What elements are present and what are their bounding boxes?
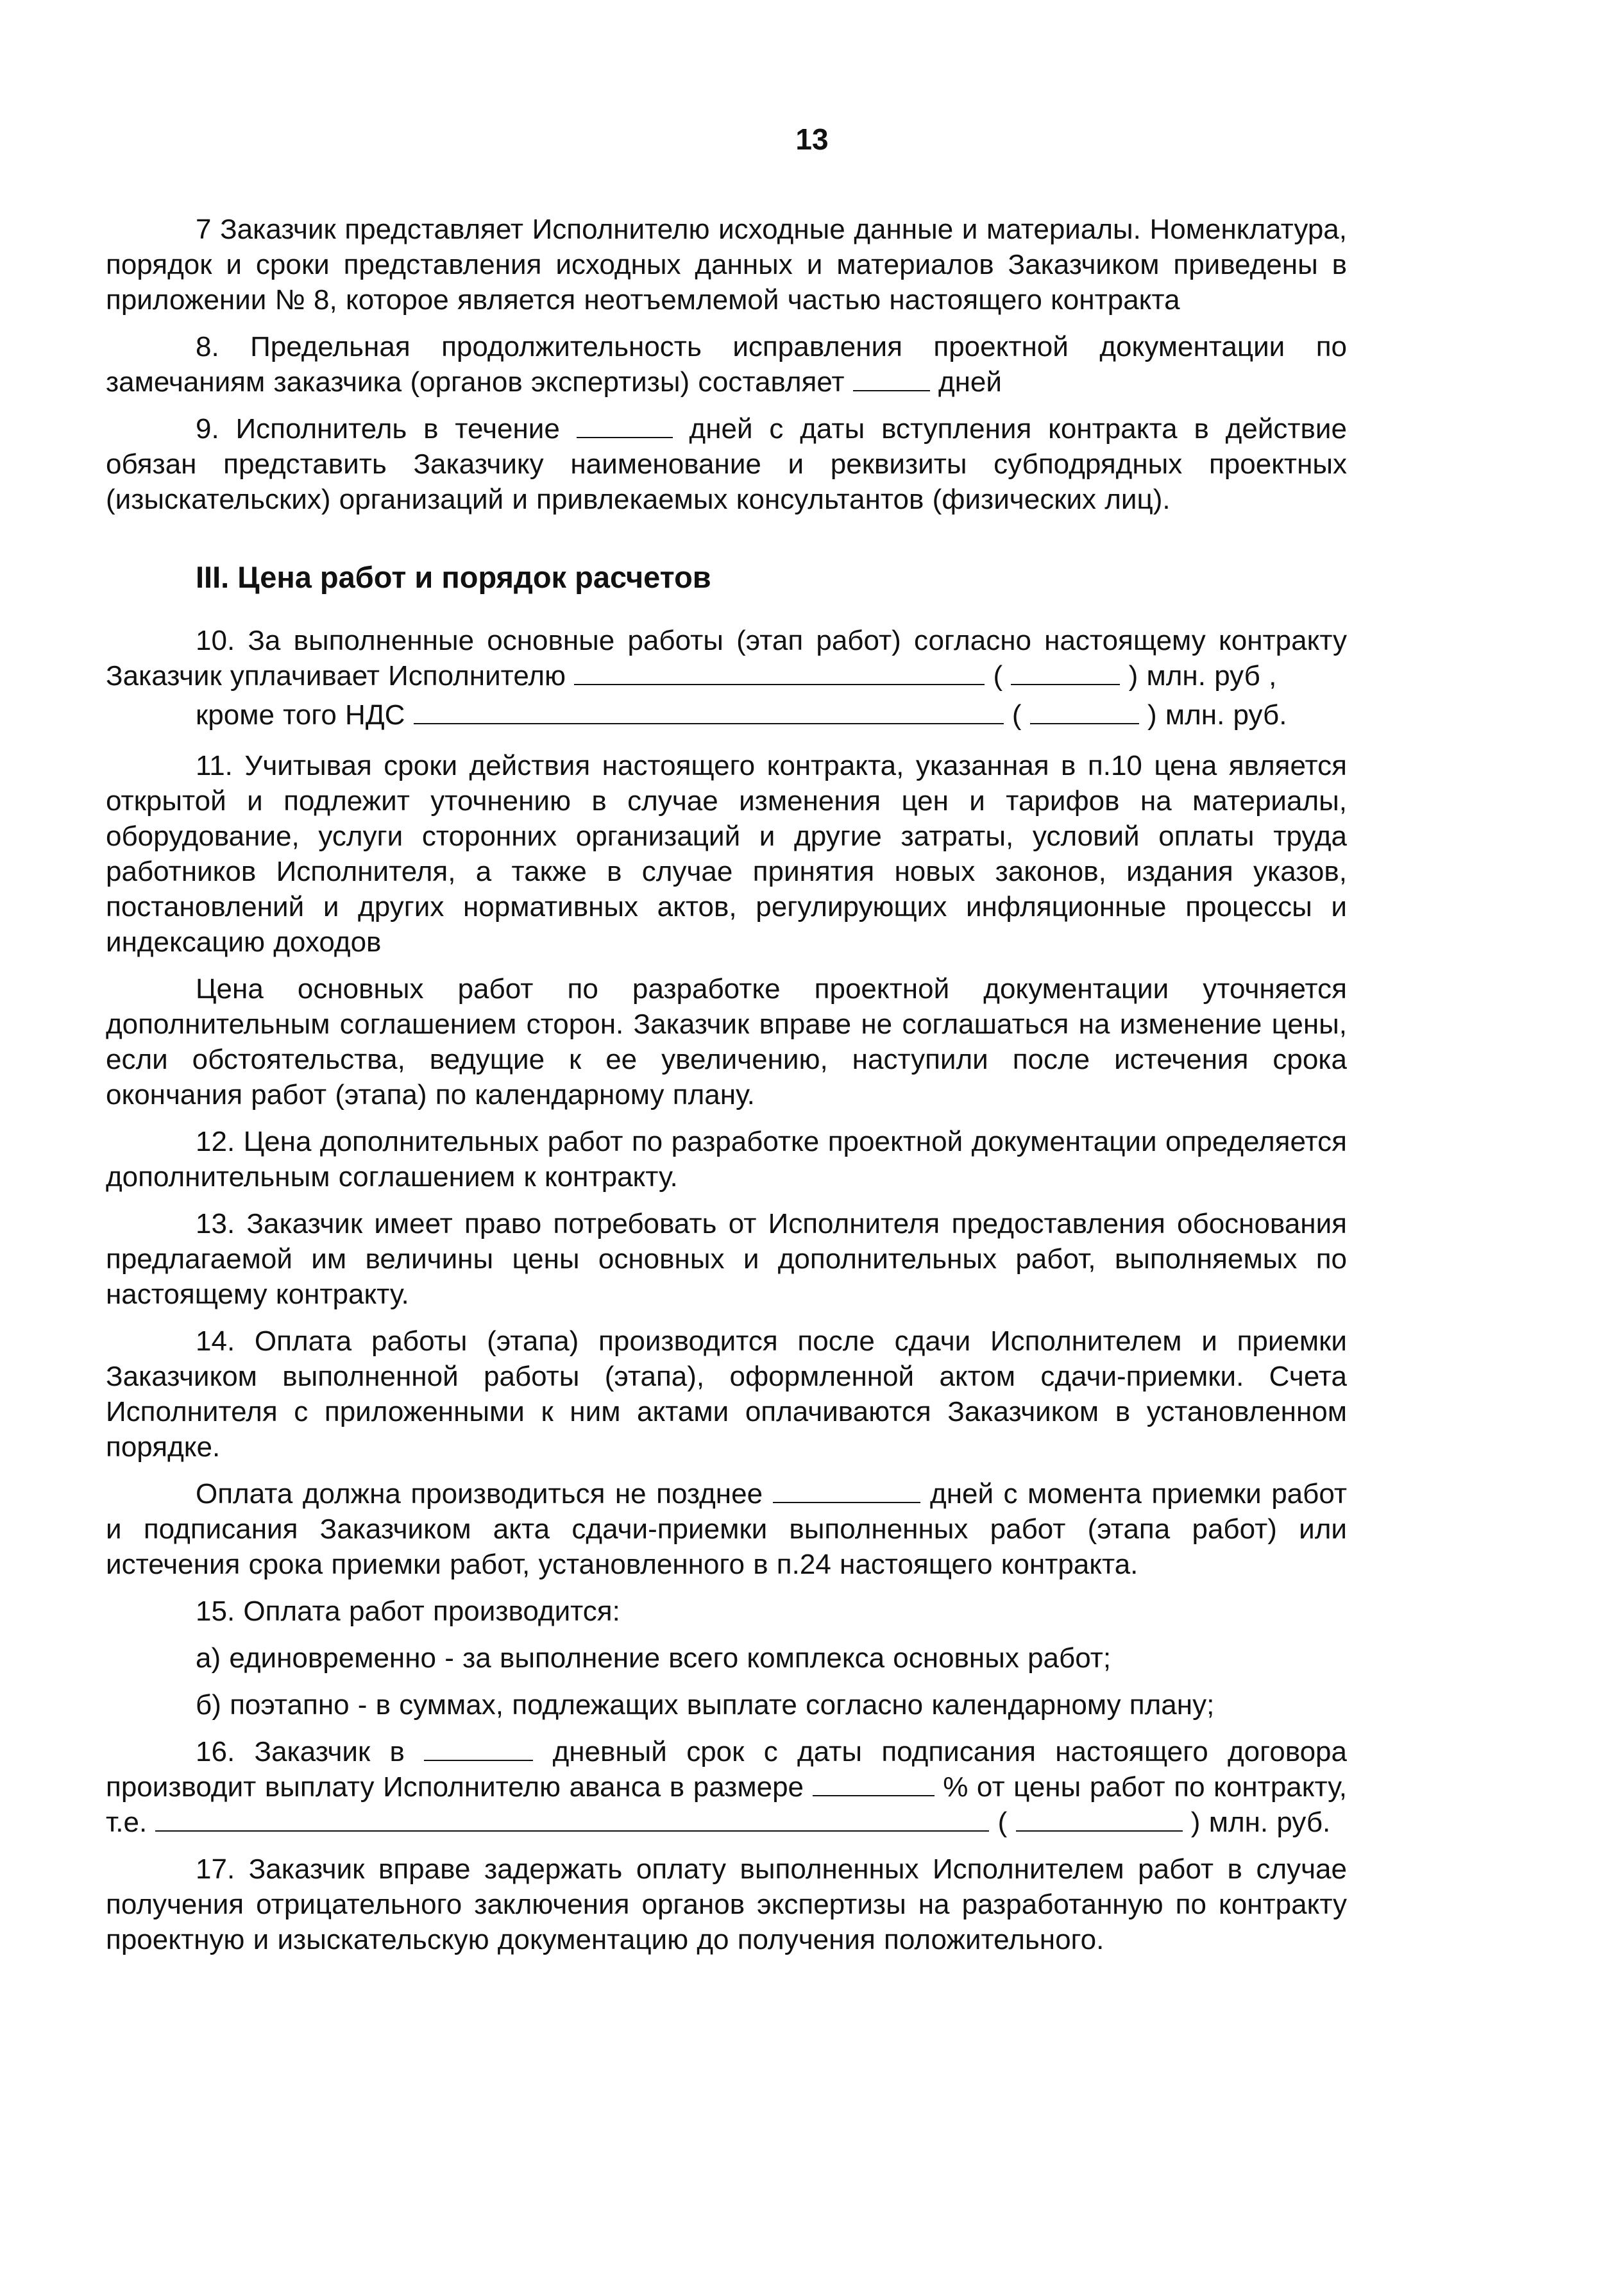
document-body [106,212,1347,1969]
advance-value-blank [1016,1806,1183,1832]
rub-label: руб , [1214,660,1277,692]
paragraph-8 [106,329,1347,400]
paragraph-16-text-a: 16. Заказчик в [196,1736,405,1767]
paragraph-10-text: 10. За выполненные основные работы (этап работ) согласно настоящему контракту Заказчик уплачивает Исполнителю [106,625,1347,692]
vat-paren-close-unit: ) млн. руб. [1147,699,1287,731]
term-blank [424,1735,533,1761]
vat-line [106,697,1347,733]
paragraph-10 [106,623,1347,694]
paragraph-8-unit: дней [938,366,1002,398]
paragraph-14b-text-a: Оплата должна производиться не позднее [196,1478,763,1510]
paragraph-13: 13. Заказчик имеет право потребовать от Исполнителя предоставления обоснования предлагаемой им величины цены основных и дополнительных работ, выполняемых по настоящему контракту. [106,1208,1347,1310]
paragraph-16-text-c: % от цены работ по контракту, т.е. [106,1771,1347,1838]
vat-label: кроме того НДС [196,699,405,731]
paragraph-17: 17. Заказчик вправе задержать оплату выполненных Исполнителем работ в случае получения отрицательного заключения органов экспертизы на разработанную по контракту проектную и изыскательскую документацию до получения положительного. [106,1853,1347,1955]
vat-amount-blank [414,699,1004,724]
paragraph-16-text-b: дневный срок с даты подписания настоящего договора производит выплату Исполнителю аванса в размере [106,1736,1347,1803]
paragraph-7: 7 Заказчик представляет Исполнителю исходные данные и материалы. Номенклатура, порядок и сроки представления исходных данных и материалов Заказчиком приведены в приложении № 8, которое является неотъемлемой частью настоящего контракта [106,214,1347,316]
paragraph-16-paren-close: ) [1190,1807,1201,1838]
vat-value-blank [1030,699,1139,724]
paragraph-9 [106,411,1347,517]
paragraph-14b [106,1476,1347,1582]
paragraph-9-text-a: 9. Исполнитель в течение [196,413,560,445]
page-number: 13 [795,123,829,156]
advance-percent-blank [813,1771,935,1796]
paragraph-11b: Цена основных работ по разработке проектной документации уточняется дополнительным соглашением сторон. Заказчик вправе не соглашаться на изменение цены, если обстоятельства, ведущие к ее увеличению, наступили после истечения срока окончания работ (этапа) по календарному плану. [106,973,1347,1111]
advance-amount-blank [155,1806,989,1832]
paragraph-15b: б) поэтапно - в суммах, подлежащих выплате согласно календарному плану; [196,1689,1215,1721]
paragraph-14: 14. Оплата работы (этапа) производится после сдачи Исполнителем и приемки Заказчиком выполненной работы (этапа), оформленной актом сдачи-приемки. Счета Исполнителя с приложенными к ним актами оплачиваются Заказчиком в установленном порядке. [106,1325,1347,1463]
paragraph-9-text-b: дней с даты вступления контракта в действие обязан представить Заказчику наименование и реквизиты субподрядных проектных (изыскательских) организаций и привлекаемых консультантов (физических лиц). [106,413,1347,515]
paren-close-unit: ) млн. [1128,660,1206,692]
contractor-amount-blank [574,660,985,685]
section-heading: III. Цена работ и порядок расчетов [196,560,711,594]
paragraph-15: 15. Оплата работ производится: [196,1596,620,1627]
vat-paren-open: ( [1011,699,1022,731]
paragraph-8-text: 8. Предельная продолжительность исправления проектной документации по замечаниям заказчика (органов экспертизы) составляет [106,331,1347,398]
paren-open: ( [993,660,1003,692]
paragraph-15a: а) единовременно - за выполнение всего комплекса основных работ; [196,1642,1112,1674]
payment-days-blank [773,1477,920,1503]
paragraph-16-paren-open: ( [997,1807,1008,1838]
paragraph-16 [106,1734,1347,1840]
duration-blank [853,366,930,391]
paragraph-14b-text-b: дней с момента приемки работ и подписания Заказчиком акта сдачи-приемки выполненных работ (этапа работ) или истечения срока приемки работ, установленного в п.24 настоящего контракта. [106,1478,1348,1580]
paragraph-12: 12. Цена дополнительных работ по разработке проектной документации определяется дополнительным соглашением к контракту. [106,1126,1347,1193]
paragraph-16-unit: млн. руб. [1208,1807,1331,1838]
days-blank [577,413,673,438]
amount-blank [1011,660,1120,685]
paragraph-11: 11. Учитывая сроки действия настоящего контракта, указанная в п.10 цена является открытой и подлежит уточнению в случае изменения цен и тарифов на материалы, оборудование, услуги сторонних организаций и другие затраты, условий оплаты труда работников Исполнителя, а также в случае принятия новых законов, издания указов, постановлений и других нормативных актов, регулирующих инфляционные процессы и индексацию доходов [106,750,1347,958]
